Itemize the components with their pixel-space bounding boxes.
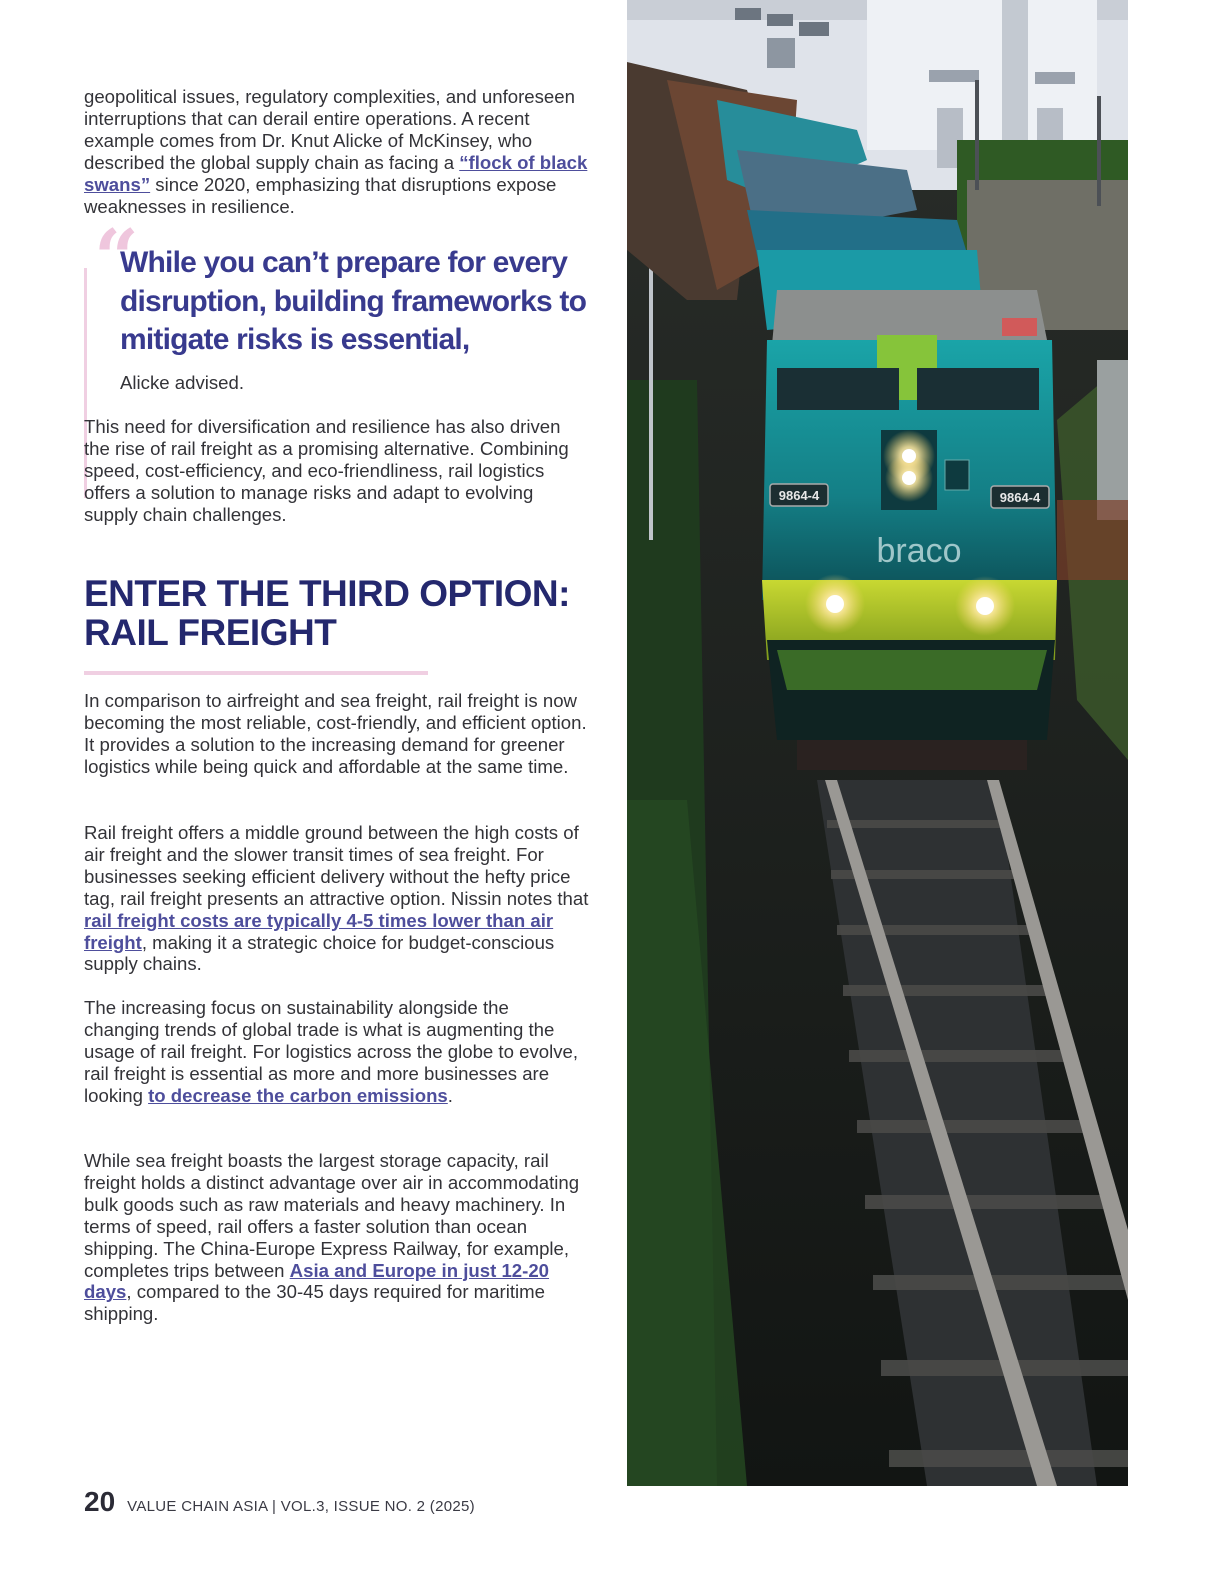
loco-number-left: 9864-4: [778, 488, 820, 503]
p2-text-end: , making it a strategic choice for budget-conscious supply chains.: [84, 931, 555, 975]
heading-underline: [84, 671, 428, 675]
carbon-emissions-link[interactable]: to decrease the carbon emissions: [148, 1084, 448, 1106]
p3-text-start: The increasing focus on sustainability alongside the changing trends of global trade is what is augmenting the usage of rail freight. For logistics across the globe to evolve, rail freight is essential as more and more businesses are looking: [84, 997, 579, 1106]
rail-cost-link[interactable]: rail freight costs are typically 4-5 times lower than air freight: [84, 909, 554, 953]
capacity-paragraph: [84, 1150, 589, 1325]
p3-text-end: .: [447, 1084, 453, 1106]
quote-text: While you can’t prepare for every disruption, building frameworks to mitigate risks is essential,: [120, 246, 587, 356]
diversification-paragraph: This need for diversification and resilience has also driven the rise of rail freight as a promising alternative. Combining speed, cost-efficiency, and eco-friendliness, rail logistics offers a solution to manage risks and adapt to evolving supply chain challenges.: [84, 416, 569, 525]
black-swans-link[interactable]: “flock of black swans”: [84, 151, 588, 195]
quote-mark-icon: “: [94, 213, 139, 304]
intro-text-start: geopolitical issues, regulatory complexities, and unforeseen interruptions that can derail entire operations. A recent example comes from Dr. Knut Alicke of McKinsey, who described the global supply chain as facing a: [84, 86, 575, 173]
p4-text-end: , compared to the 30-45 days required for maritime shipping.: [84, 1281, 545, 1325]
asia-europe-link[interactable]: Asia and Europe in just 12-20 days: [84, 1259, 550, 1303]
loco-number-right: 9864-4: [999, 490, 1041, 505]
train-photo: [627, 0, 1128, 1486]
loco-logo: braco: [876, 532, 962, 570]
comparison-paragraph: In comparison to airfreight and sea freight, rail freight is now becoming the most reliable, cost-friendly, and efficient option. It provides a solution to the increasing demand for greener logistics while being quick and affordable at the same time.: [84, 690, 587, 777]
middle-ground-paragraph: [84, 822, 589, 975]
page-footer: [84, 1486, 475, 1518]
quote-attribution: Alicke advised.: [120, 372, 245, 393]
page-number: 20: [84, 1486, 116, 1517]
section-heading: ENTER THE THIRD OPTION: RAIL FREIGHT: [84, 573, 570, 653]
publication-info: VALUE CHAIN ASIA | VOL.3, ISSUE NO. 2 (2025): [127, 1498, 475, 1515]
sustainability-paragraph: [84, 997, 589, 1107]
intro-text-end: since 2020, emphasizing that disruptions expose weaknesses in resilience.: [84, 173, 557, 217]
train-photo-illustration: [627, 0, 1128, 1486]
p2-text-start: Rail freight offers a middle ground between the high costs of air freight and the slower transit times of sea freight. For businesses seeking efficient delivery without the hefty price tag, rail freight presents an attractive option. Nissin notes that: [84, 822, 589, 909]
intro-paragraph: [84, 86, 589, 217]
p4-text-start: While sea freight boasts the largest storage capacity, rail freight holds a distinct advantage over air in accommodating bulk goods such as raw materials and heavy machinery. In terms of speed, rail offers a faster solution than ocean shipping. The China-Europe Express Railway, for example, completes trips between: [84, 1150, 580, 1281]
